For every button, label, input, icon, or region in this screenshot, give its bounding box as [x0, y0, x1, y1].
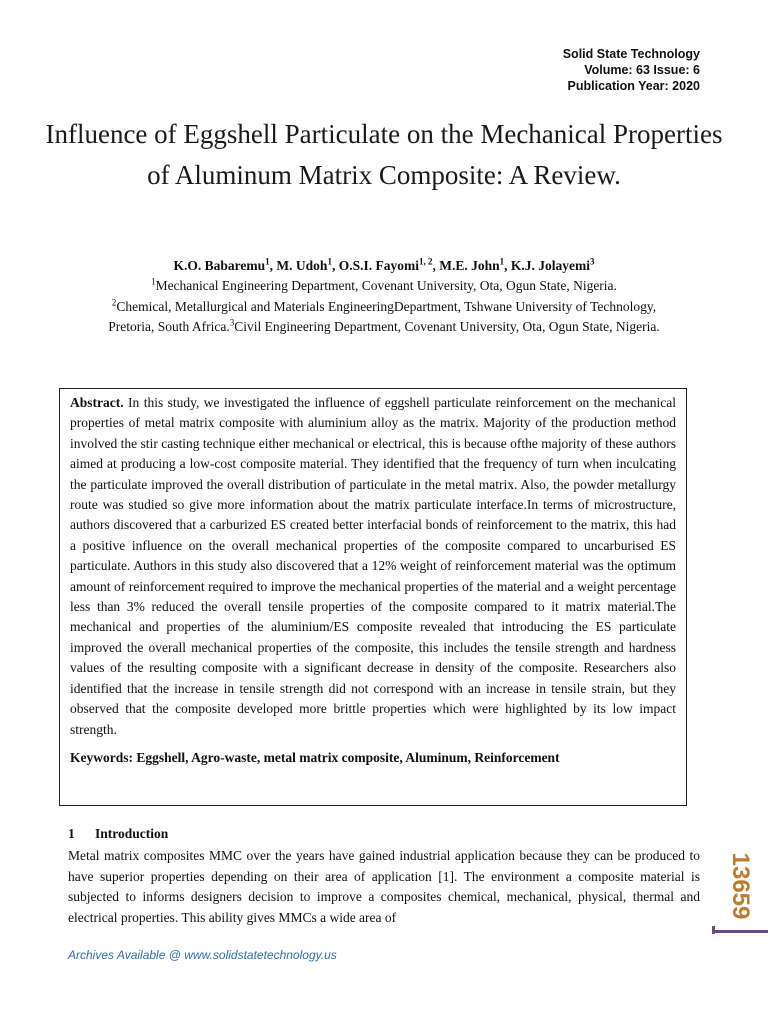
affiliation-2 [40, 297, 728, 317]
affiliation-text: Mechanical Engineering Department, Covenant University, Ota, Ogun State, Nigeria. [155, 278, 617, 293]
author-separator: , [432, 258, 440, 273]
author-affiliation-marker: 1, 2 [418, 256, 433, 267]
paper-title: Influence of Eggshell Particulate on the Mechanical Properties of Aluminum Matrix Composite: A Review. [45, 119, 723, 190]
keywords: Keywords: Eggshell, Agro-waste, metal matrix composite, Aluminum, Reinforcement [70, 749, 560, 765]
author-separator: , [331, 258, 339, 273]
author-affiliation-marker: 3 [589, 256, 595, 267]
margin-bar [712, 930, 768, 933]
archive-link[interactable]: Archives Available @ www.solidstatetechnology.us [68, 948, 337, 962]
affiliation-text: Civil Engineering Department, Covenant University, Ota, Ogun State, Nigeria. [234, 319, 660, 334]
author-affiliation-marker: 1 [499, 256, 505, 267]
author-list [40, 256, 728, 276]
affiliation-text: Chemical, Metallurgical and Materials EngineeringDepartment, Tshwane University of Technology, [116, 299, 657, 314]
author-name: K.J. Jolayemi [510, 258, 590, 273]
abstract-paragraph [70, 393, 676, 740]
affiliation-2-3 [40, 317, 728, 337]
abstract-box [59, 388, 687, 806]
page-number-text: 13659 [727, 852, 754, 920]
journal-header [563, 46, 700, 94]
author-affiliation-marker: 1 [265, 256, 270, 267]
author-separator: , [504, 258, 511, 273]
abstract-body: In this study, we investigated the influence of eggshell particulate reinforcement on the mechanical properties of metal matrix composite with aluminium alloy as the matrix. Majority of the production method involved the stir casting technique either mechanical or electrical, this is because ofthe majority of these authors aimed at producing a low-cost composite material. They identified that the frequency of turn when inculcating the particulate improved the overall distribution of particulate in the metal matrix. Also, the powder metallurgy route was studied so give more information about the matrix particulate interface.In terms of microstructure, authors discovered that a carburized ES created better interfacial bonds of reinforcement to the matrix, this had a positive influence on the overall mechanical properties of the composite compared to uncarburised ES particulate. Authors in this study also discovered that a 12% weight of reinforcement material was the optimum amount of reinforcement required to improve the mechanical properties of the material and a weight percentage less than 3% reduced the overall tensile properties of the composite compared to it matrix material.The mechanical and properties of the aluminium/ES composite revealed that introducing the ES particulate improved the overall mechanical properties of the composite, this includes the tensile strength and hardness values of the resulting composite with a significant decrease in density of the composite. Researchers also identified that the increase in tensile strength did not correspond with an increase in tensile strain, but they observed that the composite developed more brittle properties which were highlighted by its low impact strength. [70, 395, 676, 737]
author-affiliation-marker: 1 [327, 256, 332, 267]
author-separator: , [269, 258, 277, 273]
affiliation-marker: 3 [229, 317, 235, 328]
author-name: M. Udoh [276, 258, 328, 273]
affiliation-text: Pretoria, South Africa. [108, 319, 230, 334]
section-title: Introduction [95, 826, 169, 841]
author-name: O.S.I. Fayomi [338, 258, 419, 273]
affiliation-1 [40, 276, 728, 296]
journal-name: Solid State Technology [562, 47, 700, 61]
abstract-label: Abstract. [70, 395, 124, 410]
section-number: 1 [68, 826, 75, 841]
section-heading [68, 826, 168, 842]
page-number [727, 852, 754, 920]
publication-year: Publication Year: 2020 [567, 79, 700, 93]
author-name: K.O. Babaremu [173, 258, 266, 273]
author-name: M.E. John [439, 258, 500, 273]
affiliation-marker: 1 [151, 276, 156, 287]
affiliation-marker: 2 [111, 297, 117, 308]
introduction-paragraph: Metal matrix composites MMC over the years have gained industrial application because they can be produced to have superior properties depending on their area of application [1]. The environment a composite material is subjected to informs designers decision to improve a composites chemical, mechanical, physical, thermal and electrical properties. This ability gives MMCs a wide area of [68, 848, 700, 925]
volume-issue: Volume: 63 Issue: 6 [584, 63, 700, 77]
